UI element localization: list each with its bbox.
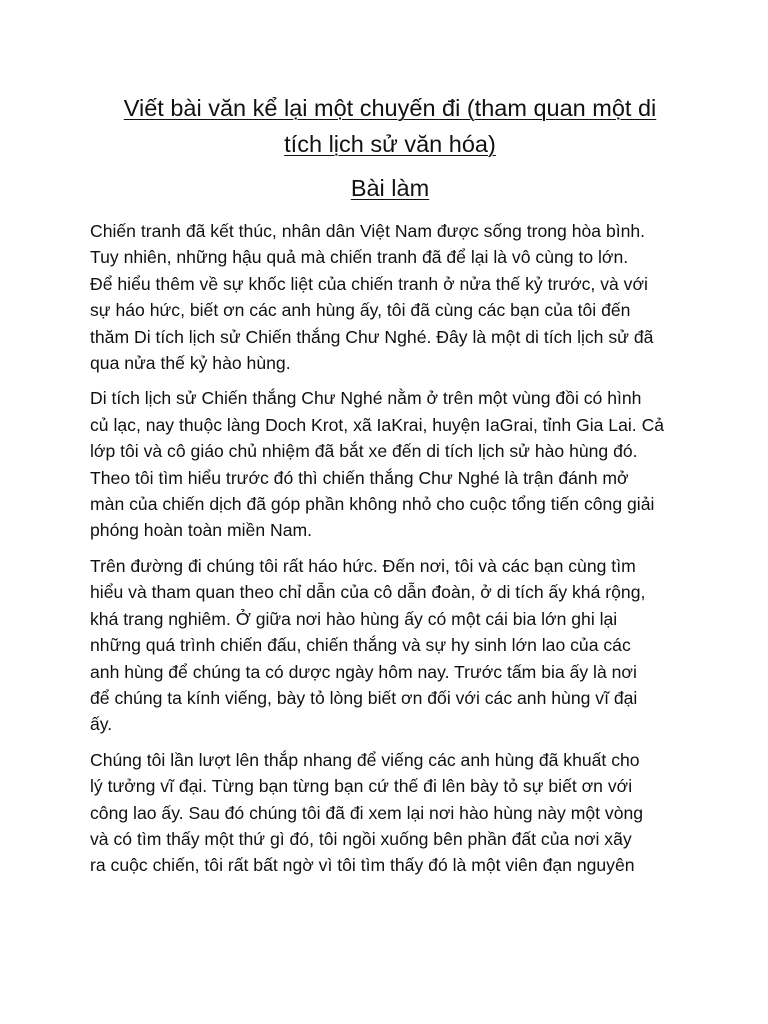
text-line: ra cuộc chiến, tôi rất bất ngờ vì tôi tìm thấy đó là một viên đạn nguyên xyxy=(90,855,635,876)
text-line: màn của chiến dịch đã góp phần không nhỏ cho cuộc tổng tiến công giải xyxy=(90,494,655,515)
text-line: anh hùng để chúng ta có dược ngày hôm nay. Trước tấm bia ấy là nơi xyxy=(90,661,637,682)
text-line: qua nửa thế kỷ hào hùng. xyxy=(90,353,291,374)
paragraph-4 xyxy=(90,747,690,879)
text-line: thăm Di tích lịch sử Chiến thắng Chư Nghé. Đây là một di tích lịch sử đã xyxy=(90,326,654,347)
text-line: khá trang nghiêm. Ở giữa nơi hào hùng ấy có một cái bia lớn ghi lại xyxy=(90,608,618,629)
paragraph-1 xyxy=(90,218,690,376)
text-line: và có tìm thấy một thứ gì đó, tôi ngồi xuống bên phần đất của nơi xãy xyxy=(90,828,632,849)
text-line: để chúng ta kính viếng, bày tỏ lòng biết ơn đối với các anh hùng vĩ đại xyxy=(90,687,638,708)
text-line: Tuy nhiên, những hậu quả mà chiến tranh đã để lại là vô cùng to lớn. xyxy=(90,247,629,268)
text-line: sự háo hức, biết ơn các anh hùng ấy, tôi đã cùng các bạn của tôi đến xyxy=(90,300,631,321)
text-line: những quá trình chiến đấu, chiến thắng và sự hy sinh lớn lao của các xyxy=(90,635,631,656)
document-page xyxy=(90,90,690,888)
text-line: Chúng tôi lần lượt lên thắp nhang để viếng các anh hùng đã khuất cho xyxy=(90,749,640,770)
title-line: Viết bài văn kể lại một chuyến đi (tham quan một di xyxy=(123,95,657,121)
text-line: Theo tôi tìm hiểu trước đó thì chiến thắng Chư Nghé là trận đánh mở xyxy=(90,467,629,488)
text-line: Để hiểu thêm về sự khốc liệt của chiến tranh ở nửa thế kỷ trước, và với xyxy=(90,273,648,294)
section-heading: Bài làm xyxy=(350,175,430,201)
title-line: tích lịch sử văn hóa) xyxy=(284,131,496,157)
paragraph-2 xyxy=(90,385,690,543)
text-line: củ lạc, nay thuộc làng Doch Krot, xã IaKrai, huyện IaGrai, tỉnh Gia Lai. Cả xyxy=(90,414,665,435)
document-title xyxy=(90,90,690,162)
text-line: Trên đường đi chúng tôi rất háo hức. Đến nơi, tôi và các bạn cùng tìm xyxy=(90,555,636,576)
paragraph-3 xyxy=(90,553,690,738)
text-line: Di tích lịch sử Chiến thắng Chư Nghé nằm ở trên một vùng đồi có hình xyxy=(90,388,642,409)
text-line: lớp tôi và cô giáo chủ nhiệm đã bắt xe đến di tích lịch sử hào hùng đó. xyxy=(90,441,638,462)
text-line: Chiến tranh đã kết thúc, nhân dân Việt Nam được sống trong hòa bình. xyxy=(90,221,646,241)
text-line: ấy. xyxy=(90,714,113,735)
text-line: công lao ấy. Sau đó chúng tôi đã đi xem lại nơi hào hùng này một vòng xyxy=(90,802,644,823)
text-line: phóng hoàn toàn miền Nam. xyxy=(90,520,313,541)
text-line: lý tưởng vĩ đại. Từng bạn từng bạn cứ thế đi lên bày tỏ sự biết ơn với xyxy=(90,776,633,797)
text-line: hiểu và tham quan theo chỉ dẫn của cô dẫn đoàn, ở di tích ấy khá rộng, xyxy=(90,582,646,603)
